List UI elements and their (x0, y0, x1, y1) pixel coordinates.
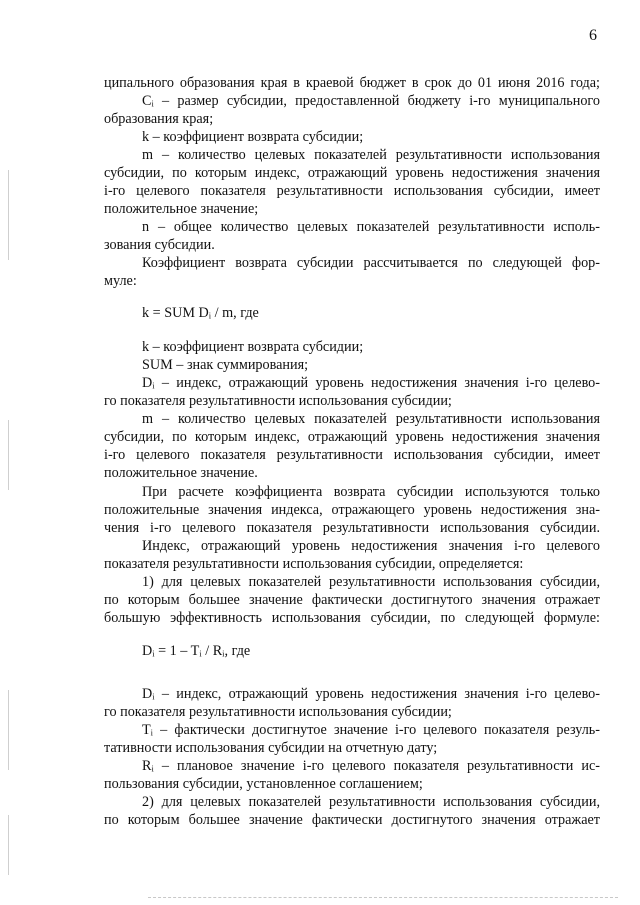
text-line: го показателя результативности использования субсидии; (104, 393, 452, 409)
text-line: m – количество целевых показателей результативности использования (142, 411, 600, 427)
text-line: k – коэффициент возврата субсидии; (142, 129, 364, 145)
text-line: ципального образования края в краевой бюджет в срок до 01 июня 2016 года; (104, 75, 600, 91)
formula-return-coefficient: k = SUM Dᵢ / m, где (142, 305, 259, 321)
text-line: Коэффициент возврата субсидии рассчитывается по следующей фор- (142, 255, 600, 271)
text-line: чения i-го целевого показателя результативности использования субсидии. (104, 520, 600, 536)
text-line: показателя результативности использования субсидии, определяется: (104, 556, 524, 572)
text-line: по которым большее значение фактически достигнутого значения отражает (104, 812, 600, 828)
text-line: го показателя результативности использования субсидии; (104, 704, 452, 720)
text-line: 1) для целевых показателей результативности использования субсидии, (142, 574, 600, 590)
scan-edge-mark (8, 815, 9, 875)
text-line: образования края; (104, 111, 214, 127)
text-line: тативности использования субсидии на отчетную дату; (104, 740, 438, 756)
text-line: SUM – знак суммирования; (142, 357, 309, 373)
text-line: положительные значения индекса, отражающего уровень недостижения зна- (104, 502, 600, 518)
text-line: При расчете коэффициента возврата субсидии используются только (142, 484, 600, 500)
text-line: муле: (104, 273, 137, 289)
text-line: Dᵢ – индекс, отражающий уровень недостижения значения i-го целево- (142, 686, 600, 702)
text-line: Rᵢ – плановое значение i-го целевого показателя результативности ис- (142, 758, 600, 774)
text-line: Cᵢ – размер субсидии, предоставленной бюджету i-го муниципального (142, 93, 600, 109)
text-line: пользования субсидии, установленное соглашением; (104, 776, 423, 792)
page-number: 6 (589, 27, 597, 44)
text-line: m – количество целевых показателей результативности использования (142, 147, 600, 163)
text-line: по которым большее значение фактически достигнутого значения отражает (104, 592, 600, 608)
scan-edge-mark (8, 170, 9, 260)
text-line: Tᵢ – фактически достигнутое значение i-го целевого показателя резуль- (142, 722, 600, 738)
text-line: k – коэффициент возврата субсидии; (142, 339, 364, 355)
text-line: 2) для целевых показателей результативности использования субсидии, (142, 794, 600, 810)
text-line: большую эффективность использования субсидии, по следующей формуле: (104, 610, 600, 626)
text-line: n – общее количество целевых показателей результативности исполь- (142, 219, 600, 235)
text-line: субсидии, по которым индекс, отражающий уровень недостижения значения (104, 165, 600, 181)
text-line: положительное значение. (104, 465, 258, 481)
text-line: положительное значение; (104, 201, 259, 217)
text-line: Dᵢ – индекс, отражающий уровень недостижения значения i-го целево- (142, 375, 600, 391)
scan-edge-mark (8, 690, 9, 770)
formula-index: Dᵢ = 1 – Tᵢ / Rᵢ, где (142, 643, 251, 659)
bottom-scan-rule (148, 897, 618, 898)
text-line: i-го целевого показателя результативности использования субсидии, имеет (104, 183, 600, 199)
scan-edge-mark (8, 420, 9, 490)
text-line: Индекс, отражающий уровень недостижения значения i-го целевого (142, 538, 600, 554)
text-line: субсидии, по которым индекс, отражающий уровень недостижения значения (104, 429, 600, 445)
text-line: зования субсидии. (104, 237, 215, 253)
text-line: i-го целевого показателя результативности использования субсидии, имеет (104, 447, 600, 463)
